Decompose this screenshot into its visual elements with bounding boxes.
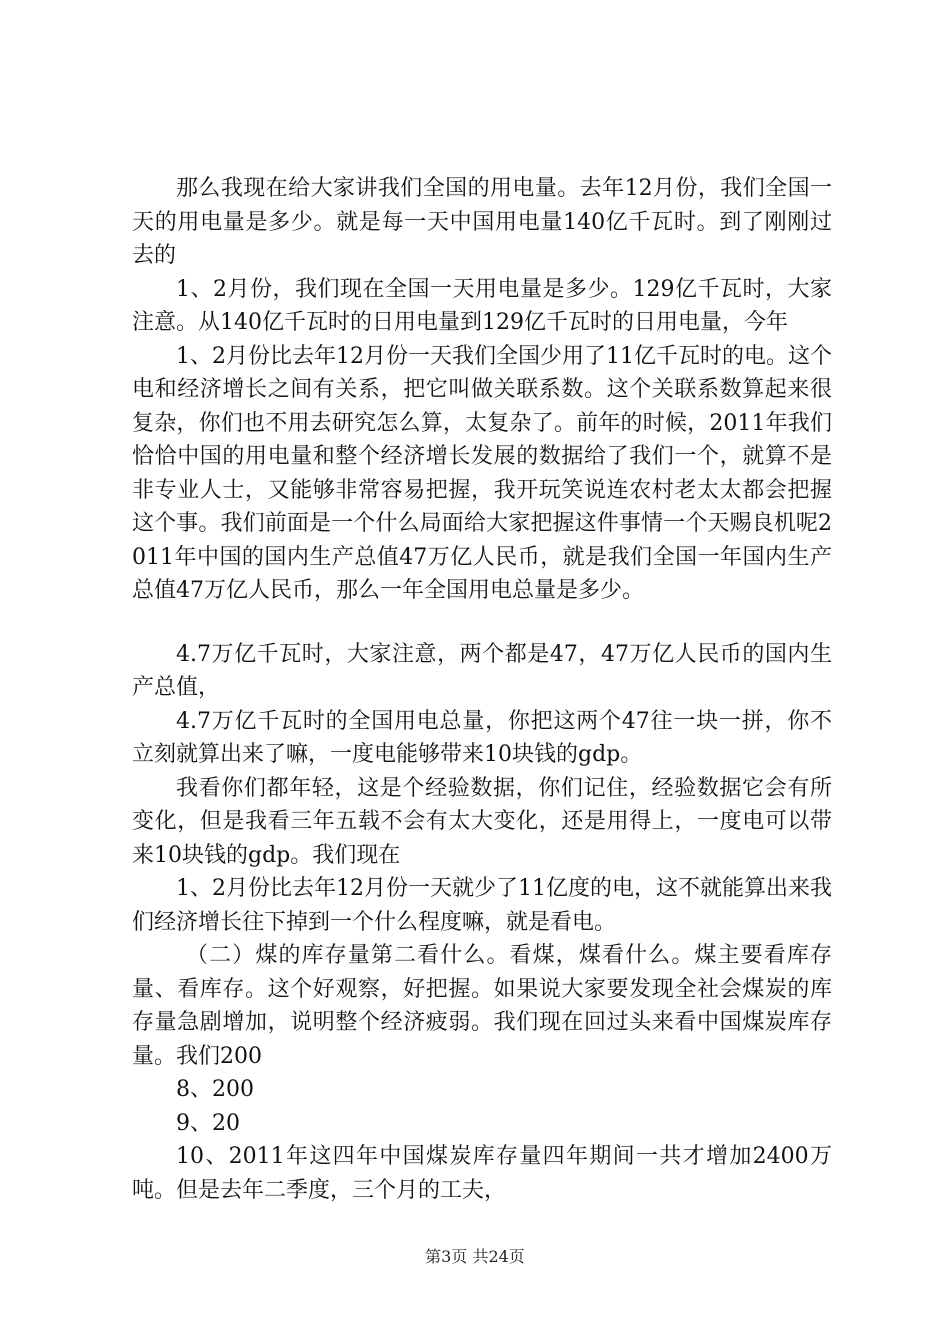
list-item-2008: 8、200 xyxy=(176,1077,254,1102)
page-number-footer: 第3页 共24页 xyxy=(425,1247,525,1266)
paragraph-correlation: 1、2月份比去年12月份一天我们全国少用了11亿千瓦时的电。这个电和经济增长之间有关系，把它叫做关联系数。这个关联系数算起来很复杂，你们也不用去研究怎么算，太复杂了。前年的时候，2011年我们恰恰中国的用电量和整个经济增长发展的数据给了我们一个，就算不是非专业人士，又能够非常容易把握，我开玩笑说连农村老太太都会把握这个事。我们前面是一个什么局面给大家把握这件事情一个天赐良机呢2011年中国的国内生产总值47万亿人民币，就是我们全国一年国内生产总值47万亿人民币，那么一年全国用电总量是多少。 xyxy=(132,343,832,603)
paragraph-gdp-per-kwh: 4.7万亿千瓦时的全国用电总量，你把这两个47往一块一拼，你不立刻就算出来了嘛，一度电能够带来10块钱的gdp。 xyxy=(132,708,832,767)
paragraph-total-usage: 4.7万亿千瓦时，大家注意，两个都是47，47万亿人民币的国内生产总值， xyxy=(132,641,832,700)
paragraph-spacer xyxy=(132,608,832,638)
document-body xyxy=(132,172,832,1207)
list-item-2009: 9、20 xyxy=(176,1110,240,1136)
paragraph-coal-inventory: （二）煤的库存量第二看什么。看煤，煤看什么。煤主要看库存量、看库存。这个好观察，好把握。如果说大家要发现全社会煤炭的库存量急剧增加，说明整个经济疲弱。我们现在回过头来看中国煤炭库存量。我们200 xyxy=(132,943,832,1069)
paragraph-growth-decline: 1、2月份比去年12月份一天就少了11亿度的电，这不就能算出来我们经济增长往下掉到一个什么程度嘛，就是看电。 xyxy=(132,876,832,935)
paragraph-coal-increase: 10、2011年这四年中国煤炭库存量四年期间一共才增加2400万吨。但是去年二季度，三个月的工夫， xyxy=(132,1144,832,1203)
paragraph-jan-feb-usage: 1、2月份，我们现在全国一天用电量是多少。129亿千瓦时，大家注意。从140亿千瓦时的日用电量到129亿千瓦时的日用电量，今年 xyxy=(132,276,832,335)
paragraph-experience-data: 我看你们都年轻，这是个经验数据，你们记住，经验数据它会有所变化，但是我看三年五载不会有太大变化，还是用得上，一度电可以带来10块钱的gdp。我们现在 xyxy=(132,775,832,868)
paragraph-electricity-intro: 那么我现在给大家讲我们全国的用电量。去年12月份，我们全国一天的用电量是多少。就是每一天中国用电量140亿千瓦时。到了刚刚过去的 xyxy=(132,176,832,268)
